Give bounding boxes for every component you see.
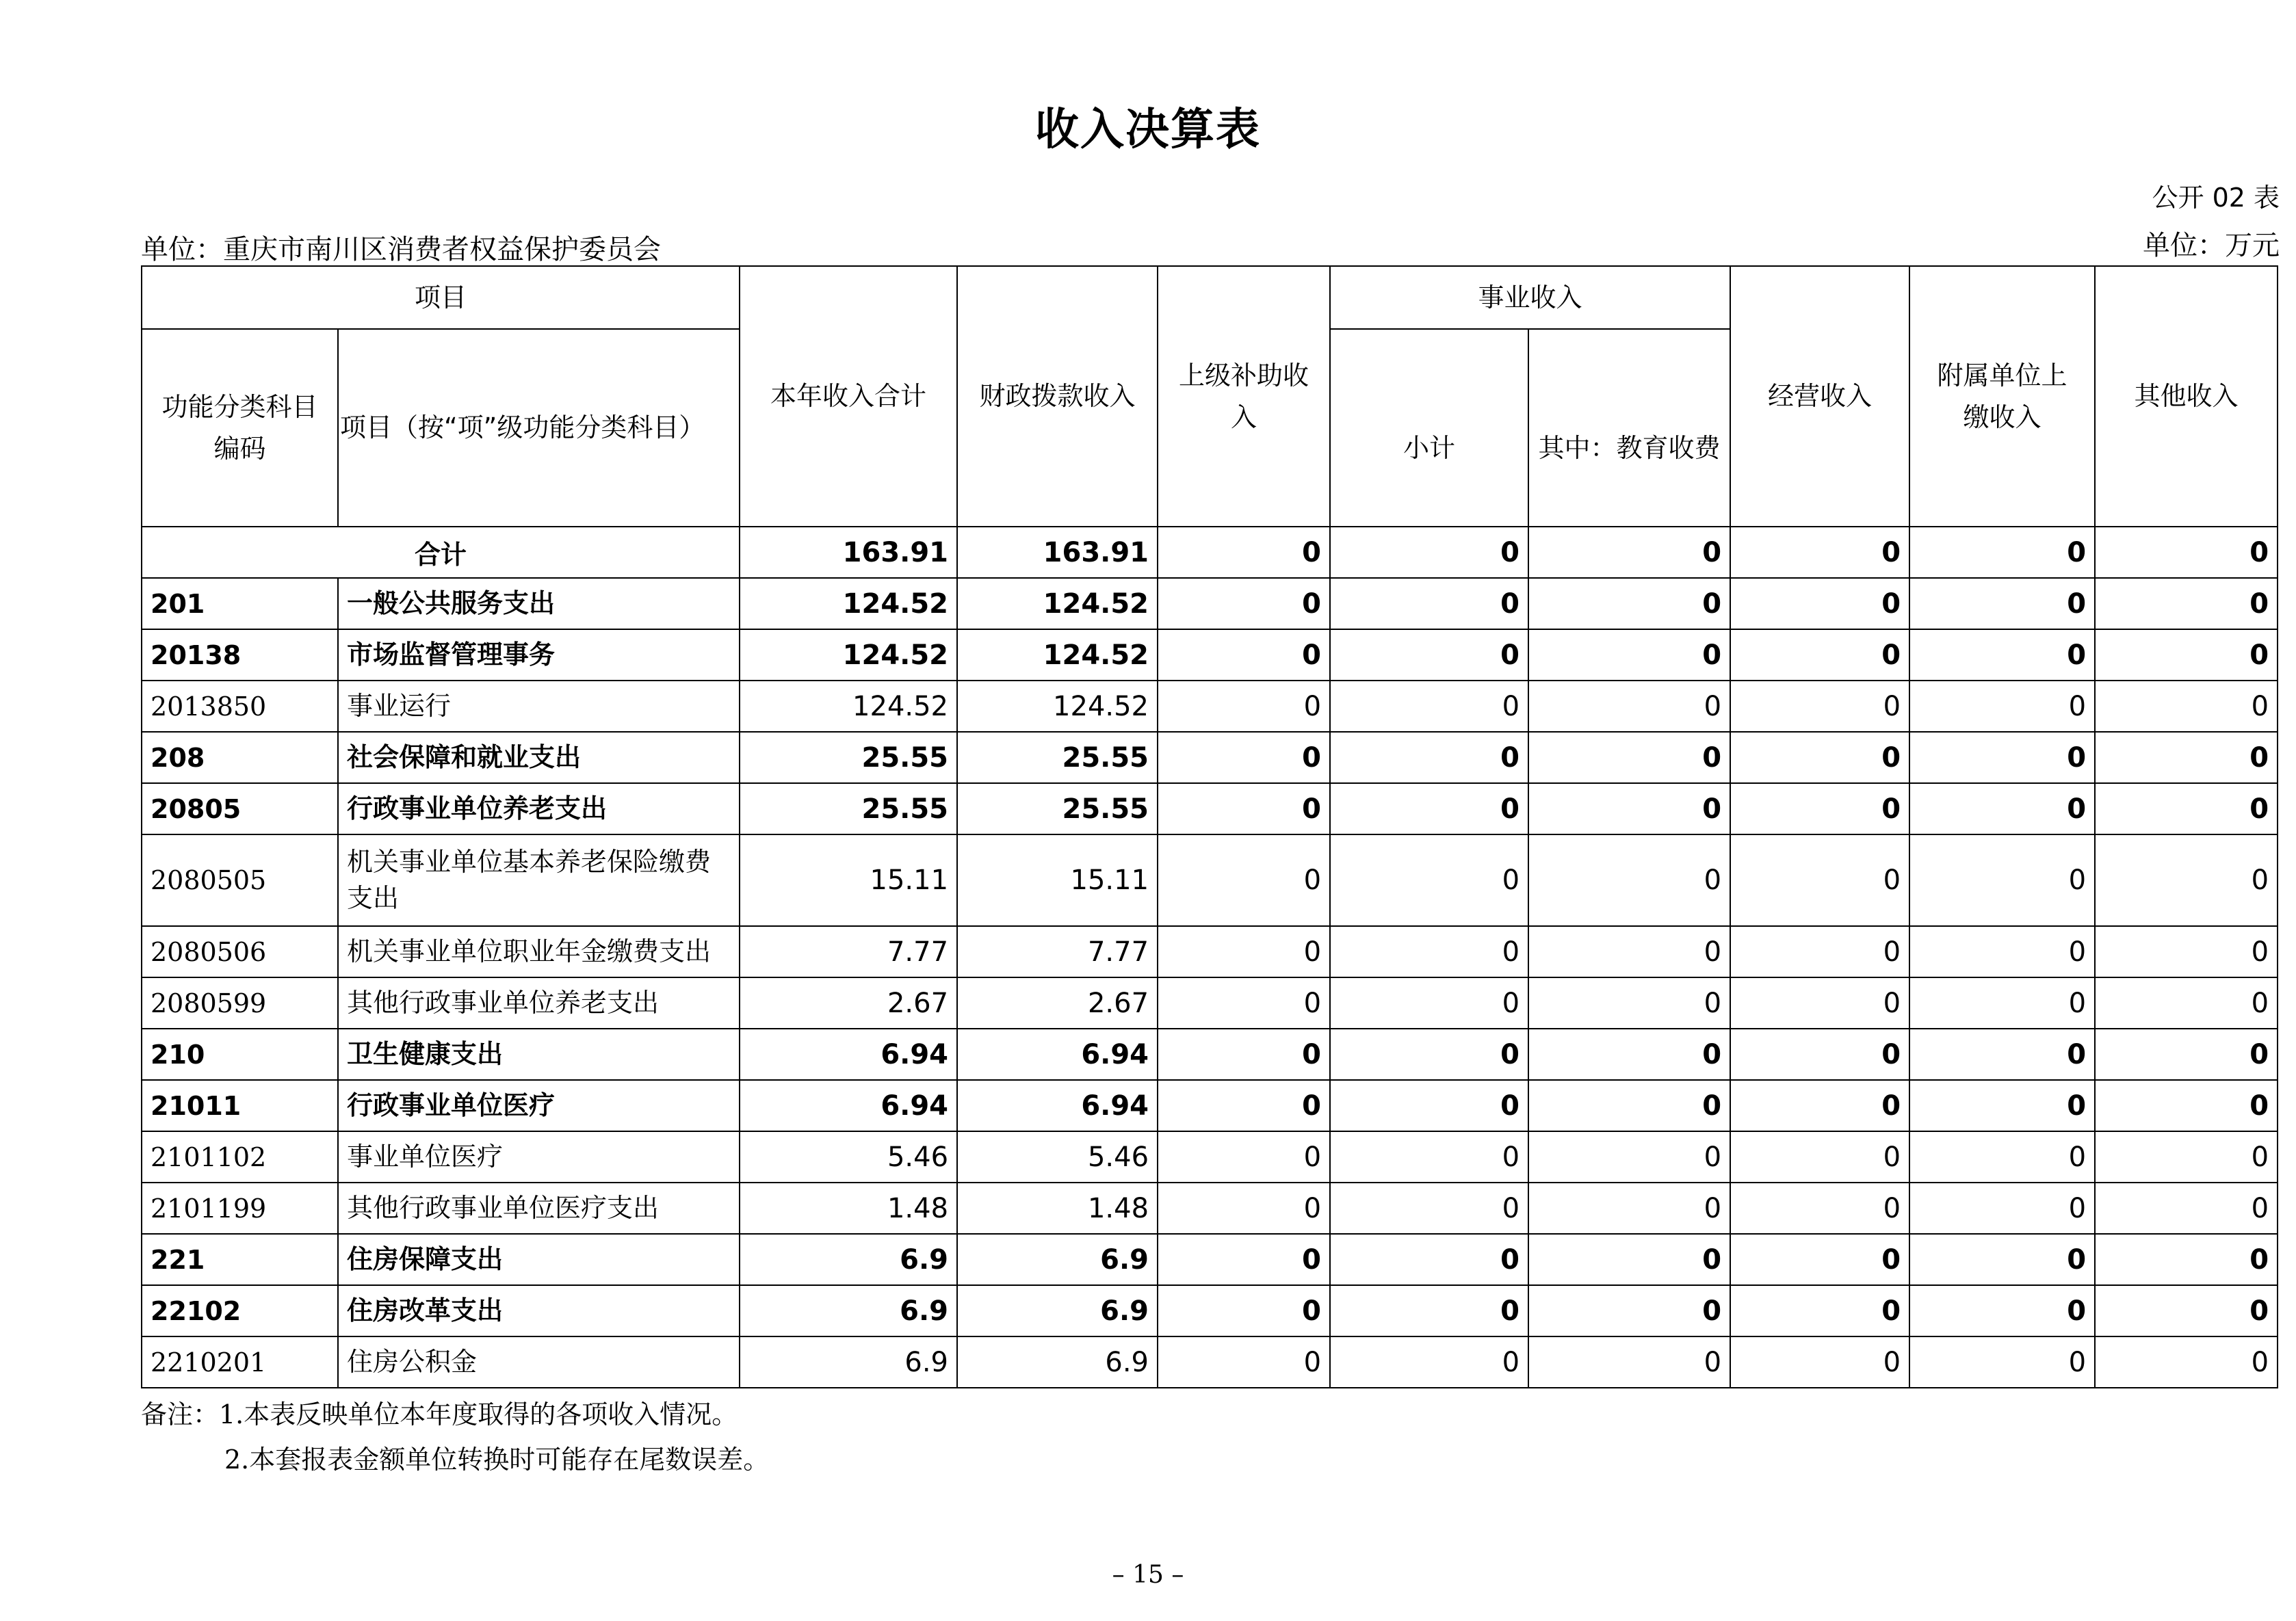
row-value: 0 xyxy=(1158,926,1330,977)
note-line-1: 备注：1.本表反映单位本年度取得的各项收入情况。 xyxy=(141,1399,738,1429)
row-value: 0 xyxy=(2095,732,2278,783)
row-value: 15.11 xyxy=(957,834,1158,926)
row-value: 0 xyxy=(1330,578,1528,629)
row-value: 0 xyxy=(1528,783,1730,834)
row-value: 124.52 xyxy=(957,578,1158,629)
row-value: 0 xyxy=(1909,1336,2095,1388)
row-value: 0 xyxy=(1158,1080,1330,1131)
row-value: 0 xyxy=(1330,783,1528,834)
income-table xyxy=(141,265,2278,1388)
row-name: 机关事业单位基本养老保险缴费支出 xyxy=(338,834,740,926)
row-value: 0 xyxy=(1528,629,1730,681)
header-total: 本年收入合计 xyxy=(740,266,957,527)
row-value: 0 xyxy=(1330,732,1528,783)
header-edu: 其中：教育收费 xyxy=(1528,329,1730,527)
row-value: 15.11 xyxy=(740,834,957,926)
total-value: 0 xyxy=(1730,527,1909,578)
row-value: 0 xyxy=(1528,1183,1730,1234)
row-name: 住房保障支出 xyxy=(338,1234,740,1285)
row-value: 0 xyxy=(1158,1183,1330,1234)
row-value: 0 xyxy=(1909,1285,2095,1336)
row-value: 0 xyxy=(1730,977,1909,1029)
row-value: 0 xyxy=(1730,783,1909,834)
row-value: 6.94 xyxy=(957,1029,1158,1080)
row-value: 0 xyxy=(1730,1131,1909,1183)
unit-currency: 单位：万元 xyxy=(2143,230,2280,261)
row-value: 0 xyxy=(1330,1080,1528,1131)
row-value: 0 xyxy=(1909,1131,2095,1183)
row-code: 20805 xyxy=(142,783,338,834)
header-subtotal: 小计 xyxy=(1330,329,1528,527)
row-value: 0 xyxy=(1528,732,1730,783)
row-value: 0 xyxy=(1730,578,1909,629)
row-value: 0 xyxy=(1158,1336,1330,1388)
header-operating: 经营收入 xyxy=(1730,266,1909,527)
row-value: 2.67 xyxy=(957,977,1158,1029)
row-value: 0 xyxy=(1528,1285,1730,1336)
page-number: – 15 – xyxy=(1112,1561,1184,1589)
row-value: 0 xyxy=(2095,629,2278,681)
row-value: 124.52 xyxy=(957,629,1158,681)
row-value: 0 xyxy=(1330,1183,1528,1234)
row-value: 124.52 xyxy=(740,629,957,681)
row-value: 2.67 xyxy=(740,977,957,1029)
row-value: 0 xyxy=(1730,1285,1909,1336)
header-business: 事业收入 xyxy=(1330,266,1730,329)
row-value: 0 xyxy=(1909,629,2095,681)
row-value: 0 xyxy=(1158,783,1330,834)
note-line-2: 2.本套报表金额单位转换时可能存在尾数误差。 xyxy=(224,1445,770,1475)
row-name: 社会保障和就业支出 xyxy=(338,732,740,783)
table-row xyxy=(142,1080,2278,1131)
row-value: 1.48 xyxy=(740,1183,957,1234)
total-row xyxy=(142,527,2278,578)
row-value: 0 xyxy=(1158,578,1330,629)
row-code: 2013850 xyxy=(142,681,338,732)
row-value: 0 xyxy=(1330,1131,1528,1183)
row-value: 6.94 xyxy=(740,1080,957,1131)
total-value: 0 xyxy=(1158,527,1330,578)
row-name: 其他行政事业单位养老支出 xyxy=(338,977,740,1029)
row-name: 市场监督管理事务 xyxy=(338,629,740,681)
row-value: 0 xyxy=(1528,1080,1730,1131)
row-value: 0 xyxy=(2095,1336,2278,1388)
row-name: 其他行政事业单位医疗支出 xyxy=(338,1183,740,1234)
row-code: 22102 xyxy=(142,1285,338,1336)
row-value: 0 xyxy=(2095,681,2278,732)
header-other: 其他收入 xyxy=(2095,266,2278,527)
row-value: 7.77 xyxy=(957,926,1158,977)
row-value: 0 xyxy=(1909,834,2095,926)
row-value: 0 xyxy=(2095,977,2278,1029)
total-value: 0 xyxy=(2095,527,2278,578)
row-value: 6.9 xyxy=(957,1285,1158,1336)
row-value: 6.9 xyxy=(957,1336,1158,1388)
table-row xyxy=(142,1336,2278,1388)
table-row xyxy=(142,1131,2278,1183)
table-row xyxy=(142,783,2278,834)
row-value: 0 xyxy=(1528,578,1730,629)
row-value: 6.94 xyxy=(740,1029,957,1080)
row-code: 2101199 xyxy=(142,1183,338,1234)
row-value: 0 xyxy=(1158,1234,1330,1285)
row-value: 0 xyxy=(1330,926,1528,977)
row-value: 0 xyxy=(1730,732,1909,783)
row-value: 0 xyxy=(1158,629,1330,681)
row-code: 2080506 xyxy=(142,926,338,977)
row-name: 行政事业单位医疗 xyxy=(338,1080,740,1131)
row-code: 201 xyxy=(142,578,338,629)
row-code: 210 xyxy=(142,1029,338,1080)
row-value: 25.55 xyxy=(740,732,957,783)
row-value: 0 xyxy=(1909,1183,2095,1234)
row-value: 0 xyxy=(2095,926,2278,977)
row-value: 0 xyxy=(1909,1029,2095,1080)
row-value: 7.77 xyxy=(740,926,957,977)
row-value: 0 xyxy=(2095,1234,2278,1285)
notes xyxy=(141,1392,769,1482)
table-row xyxy=(142,977,2278,1029)
row-value: 0 xyxy=(2095,1080,2278,1131)
row-value: 0 xyxy=(1330,1285,1528,1336)
row-value: 124.52 xyxy=(957,681,1158,732)
row-code: 20138 xyxy=(142,629,338,681)
row-value: 0 xyxy=(1330,1234,1528,1285)
row-value: 0 xyxy=(2095,783,2278,834)
row-value: 0 xyxy=(1158,1131,1330,1183)
total-value: 0 xyxy=(1909,527,2095,578)
row-value: 0 xyxy=(1730,926,1909,977)
row-code: 208 xyxy=(142,732,338,783)
table-row xyxy=(142,629,2278,681)
row-value: 25.55 xyxy=(957,783,1158,834)
row-value: 0 xyxy=(1528,1336,1730,1388)
row-value: 0 xyxy=(2095,578,2278,629)
row-value: 0 xyxy=(1158,1285,1330,1336)
table-row xyxy=(142,926,2278,977)
row-value: 0 xyxy=(1330,1029,1528,1080)
row-name: 事业单位医疗 xyxy=(338,1131,740,1183)
row-value: 0 xyxy=(1909,681,2095,732)
row-value: 0 xyxy=(1730,1029,1909,1080)
row-value: 0 xyxy=(1528,1131,1730,1183)
row-value: 0 xyxy=(1909,1234,2095,1285)
row-value: 0 xyxy=(2095,1029,2278,1080)
row-name: 行政事业单位养老支出 xyxy=(338,783,740,834)
total-value: 163.91 xyxy=(740,527,957,578)
row-value: 6.9 xyxy=(740,1234,957,1285)
row-value: 0 xyxy=(1909,732,2095,783)
row-value: 0 xyxy=(1528,681,1730,732)
page-title: 收入决算表 xyxy=(1035,105,1261,155)
row-value: 0 xyxy=(1158,834,1330,926)
table-row xyxy=(142,834,2278,926)
table-row xyxy=(142,578,2278,629)
row-value: 0 xyxy=(1909,783,2095,834)
row-name: 住房改革支出 xyxy=(338,1285,740,1336)
row-name: 机关事业单位职业年金缴费支出 xyxy=(338,926,740,977)
header-affiliate: 附属单位上缴收入 xyxy=(1909,266,2095,527)
row-value: 0 xyxy=(2095,1131,2278,1183)
row-value: 0 xyxy=(1730,834,1909,926)
row-value: 6.9 xyxy=(740,1285,957,1336)
row-value: 0 xyxy=(1528,1029,1730,1080)
total-label: 合计 xyxy=(142,527,740,578)
table-row xyxy=(142,1234,2278,1285)
row-value: 0 xyxy=(1158,732,1330,783)
row-value: 0 xyxy=(1730,1080,1909,1131)
row-value: 0 xyxy=(2095,1285,2278,1336)
row-value: 0 xyxy=(1730,1234,1909,1285)
header-project: 项目 xyxy=(142,266,740,329)
row-name: 住房公积金 xyxy=(338,1336,740,1388)
row-value: 0 xyxy=(1528,977,1730,1029)
row-value: 0 xyxy=(1330,681,1528,732)
row-value: 0 xyxy=(1730,629,1909,681)
table-row xyxy=(142,681,2278,732)
row-value: 1.48 xyxy=(957,1183,1158,1234)
row-value: 0 xyxy=(1158,681,1330,732)
row-value: 0 xyxy=(2095,1183,2278,1234)
header-fiscal: 财政拨款收入 xyxy=(957,266,1158,527)
table-row xyxy=(142,732,2278,783)
row-value: 6.9 xyxy=(957,1234,1158,1285)
row-value: 0 xyxy=(1730,1183,1909,1234)
total-value: 163.91 xyxy=(957,527,1158,578)
row-value: 0 xyxy=(1158,977,1330,1029)
table-body xyxy=(142,527,2278,1388)
row-value: 0 xyxy=(1909,926,2095,977)
row-value: 124.52 xyxy=(740,578,957,629)
table-row xyxy=(142,1029,2278,1080)
row-value: 25.55 xyxy=(957,732,1158,783)
row-code: 2101102 xyxy=(142,1131,338,1183)
row-value: 0 xyxy=(2095,834,2278,926)
row-value: 0 xyxy=(1330,834,1528,926)
row-value: 6.94 xyxy=(957,1080,1158,1131)
row-value: 0 xyxy=(1330,629,1528,681)
total-value: 0 xyxy=(1330,527,1528,578)
row-value: 0 xyxy=(1528,926,1730,977)
row-code: 2080599 xyxy=(142,977,338,1029)
form-number: 公开 02 表 xyxy=(2152,183,2280,213)
row-value: 5.46 xyxy=(740,1131,957,1183)
row-value: 0 xyxy=(1330,977,1528,1029)
row-value: 0 xyxy=(1528,834,1730,926)
row-value: 0 xyxy=(1730,1336,1909,1388)
row-code: 221 xyxy=(142,1234,338,1285)
row-name: 一般公共服务支出 xyxy=(338,578,740,629)
unit-organization: 单位：重庆市南川区消费者权益保护委员会 xyxy=(141,234,661,265)
row-value: 6.9 xyxy=(740,1336,957,1388)
row-value: 0 xyxy=(1730,681,1909,732)
row-value: 0 xyxy=(1909,977,2095,1029)
row-code: 2080505 xyxy=(142,834,338,926)
table-row xyxy=(142,1183,2278,1234)
row-value: 124.52 xyxy=(740,681,957,732)
header-superior: 上级补助收入 xyxy=(1158,266,1330,527)
total-value: 0 xyxy=(1528,527,1730,578)
row-name: 卫生健康支出 xyxy=(338,1029,740,1080)
row-value: 5.46 xyxy=(957,1131,1158,1183)
header-code: 功能分类科目编码 xyxy=(142,329,338,527)
header-item: 项目（按“项”级功能分类科目） xyxy=(338,329,740,527)
row-value: 0 xyxy=(1528,1234,1730,1285)
row-value: 0 xyxy=(1158,1029,1330,1080)
row-value: 0 xyxy=(1909,1080,2095,1131)
row-name: 事业运行 xyxy=(338,681,740,732)
row-code: 21011 xyxy=(142,1080,338,1131)
row-value: 0 xyxy=(1909,578,2095,629)
row-value: 0 xyxy=(1330,1336,1528,1388)
table-row xyxy=(142,1285,2278,1336)
row-code: 2210201 xyxy=(142,1336,338,1388)
row-value: 25.55 xyxy=(740,783,957,834)
